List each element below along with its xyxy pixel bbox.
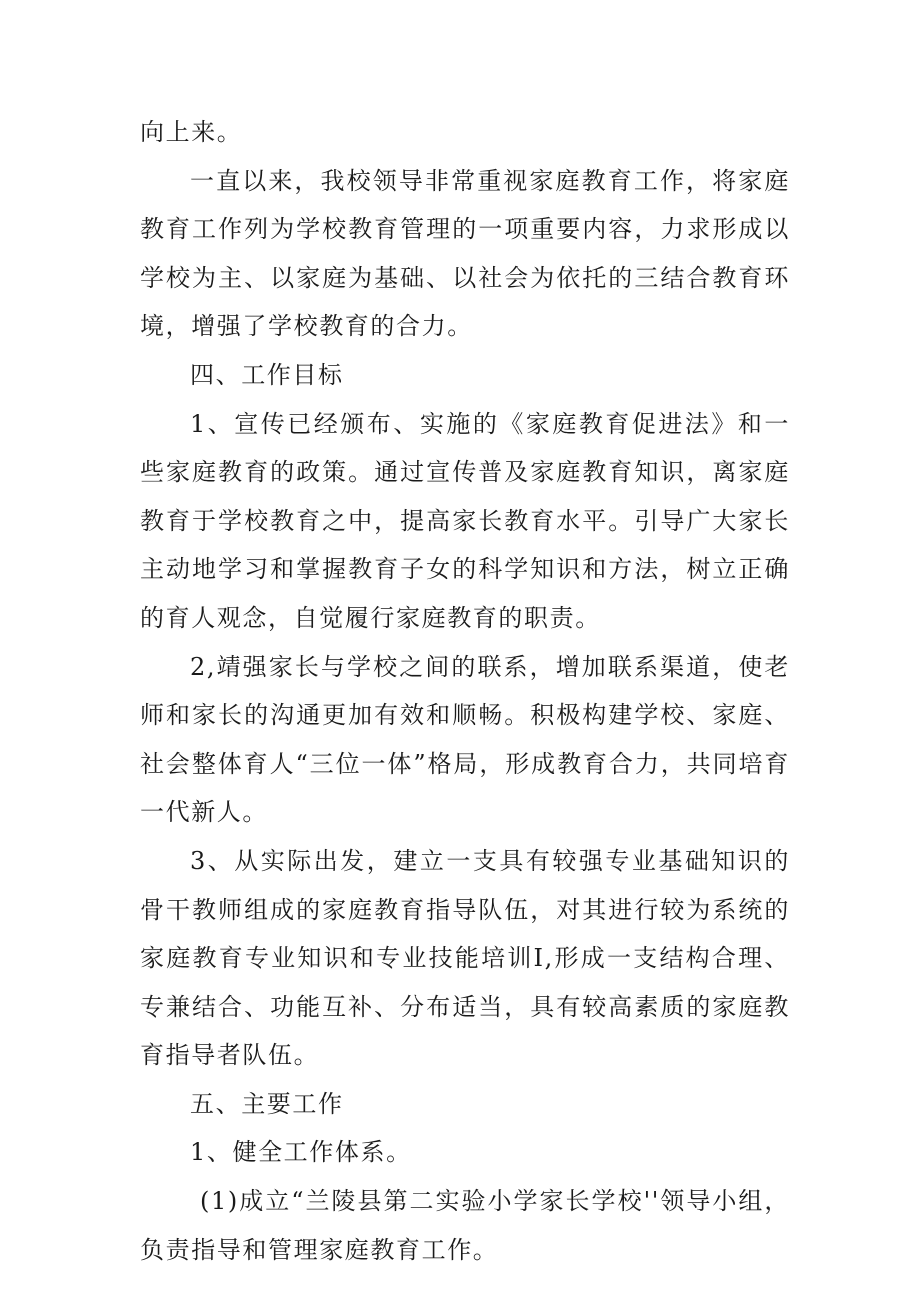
paragraph-work-item-1: (1)成立“兰陵县第二实验小学家长学校''领导小组，负责指导和管理家庭教育工作。 xyxy=(140,1187,790,1264)
subheading-work-system: 1、健全工作体系。 xyxy=(190,1138,412,1167)
section-heading-goals: 四、工作目标 xyxy=(190,360,344,389)
section-heading-main-work: 五、主要工作 xyxy=(190,1089,344,1118)
document-body xyxy=(140,108,790,1274)
paragraph-continuation: 向上来。 xyxy=(140,118,243,146)
paragraph-leadership: 一直以来，我校领导非常重视家庭教育工作，将家庭教育工作列为学校教育管理的一项重要内容，力求形成以学校为主、以家庭为基础、以社会为依托的三结合教育环境，增强了学校教育的合力。 xyxy=(140,166,790,341)
paragraph-goal-1: 1、宣传已经颁布、实施的《家庭教育促进法》和一些家庭教育的政策。通过宣传普及家庭教育知识，离家庭教育于学校教育之中，提高家长教育水平。引导广大家长主动地学习和掌握教育子女的科学知识和方法，树立正确的育人观念，自觉履行家庭教育的职责。 xyxy=(140,409,790,632)
paragraph-goal-2: 2,靖强家长与学校之间的联系，增加联系渠道，使老师和家长的沟通更加有效和顺畅。积极构建学校、家庭、社会整体育人“三位一体”格局，形成教育合力，共同培育一代新人。 xyxy=(140,652,790,827)
paragraph-goal-3: 3、从实际出发，建立一支具有较强专业基础知识的骨干教师组成的家庭教育指导队伍，对其进行较为系统的家庭教育专业知识和专业技能培训I,形成一支结构合理、专兼结合、功能互补、分布适当，具有较高素质的家庭教育指导者队伍。 xyxy=(140,846,790,1070)
